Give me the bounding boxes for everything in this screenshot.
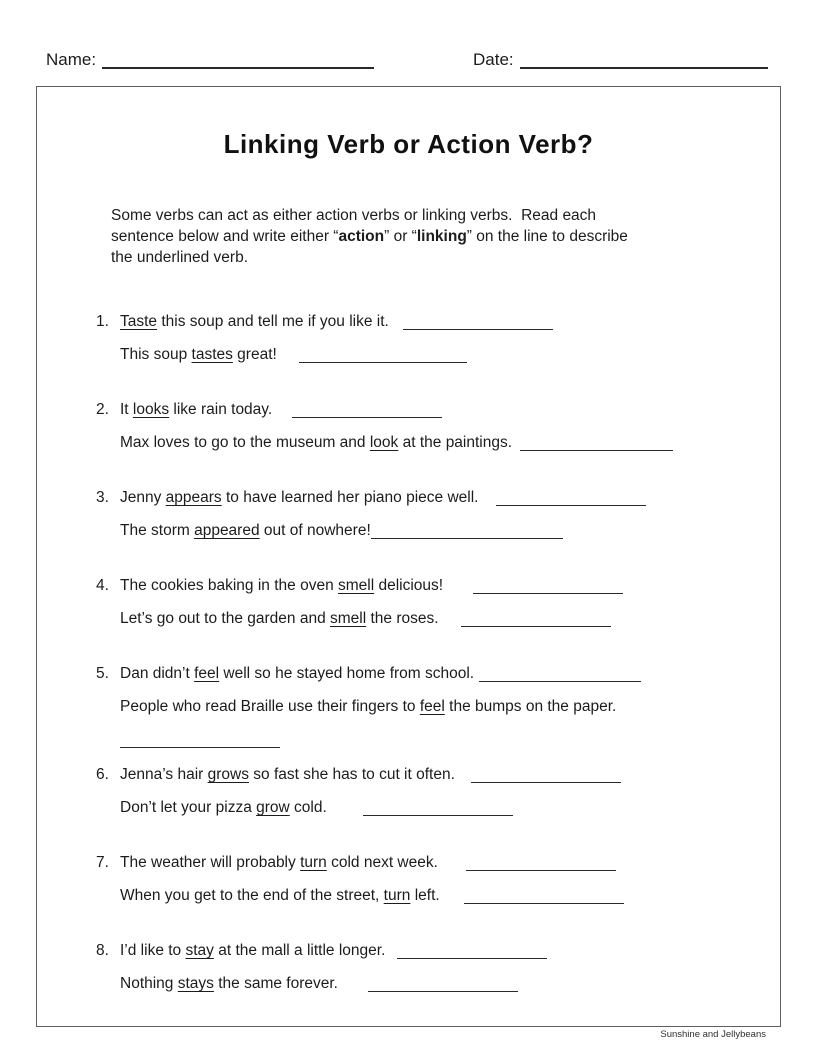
question-sentences [120,758,780,824]
underlined-verb: feel [194,665,220,682]
sentence-text: The storm [120,522,195,539]
underlined-verb: Taste [120,313,158,330]
sentence [120,967,780,1000]
underlined-verb: smell [330,610,367,627]
sentence-text: It [120,401,133,418]
answer-blank [363,811,513,816]
sentence-text: People who read Braille use their fingers to [120,698,420,715]
underlined-verb: grow [256,799,290,816]
worksheet-box [36,86,781,1027]
sentence [120,690,780,723]
instructions-line [111,226,740,247]
answer-blank [292,413,442,418]
sentence-text: delicious! [374,577,444,594]
sentence [120,305,780,338]
sentence-text: so fast she has to cut it often. [248,766,455,783]
answer-blank [466,866,616,871]
sentence-text: like rain today. [169,401,273,418]
sentence-text: great! [232,346,277,363]
underlined-verb: stays [177,975,214,992]
sentence [120,338,780,371]
sentence-text: at the mall a little longer. [213,942,386,959]
sentence-text: the underlined verb. [111,249,249,266]
sentence-text: the bumps on the paper. [444,698,617,715]
question-number: 6. [96,766,109,783]
question-number: 1. [96,313,109,330]
sentence-text: Jenna’s hair [120,766,208,783]
sentence-text: left. [410,887,440,904]
sentence-text: Jenny [120,489,166,506]
answer-blank [461,622,611,627]
question-item [96,393,780,459]
question-item [96,305,780,371]
name-label: Name: [46,50,97,69]
answer-blank [120,743,280,748]
instructions [111,205,740,268]
answer-blank [299,358,467,363]
underlined-verb: look [369,434,399,451]
underlined-verb: grows [207,766,249,783]
sentence-text: The weather will probably [120,854,301,871]
question-number: 3. [96,489,109,506]
answer-blank [403,325,553,330]
sentence-text: Don’t let your pizza [120,799,257,816]
underlined-verb: stay [185,942,214,959]
sentence-text: the roses. [366,610,439,627]
question-sentences [120,569,780,635]
question-sentences [120,657,780,756]
sentence-text: at the paintings. [398,434,513,451]
question-item [96,481,780,547]
question-sentences [120,934,780,1000]
sentence [120,393,780,426]
sentence [120,846,780,879]
worksheet-title: Linking Verb or Action Verb? [223,129,594,159]
sentence-text: Let’s go out to the garden and [120,610,330,627]
question-sentences [120,481,780,547]
question-item [96,569,780,635]
answer-blank [520,446,673,451]
answer-blank [471,778,621,783]
question-number: 4. [96,577,109,594]
sentence-text: Dan didn’t [120,665,195,682]
date-blank-line [520,64,768,69]
sentence [120,514,780,547]
date-field [473,50,768,70]
sentence-text: out of nowhere! [259,522,371,539]
question-number: 8. [96,942,109,959]
sentence-text: Max loves to go to the museum and [120,434,370,451]
sentence-text: The cookies baking in the oven [120,577,338,594]
question-number: 2. [96,401,109,418]
sentence-text: cold. [289,799,327,816]
instructions-line [111,247,740,268]
sentence-text: ” or “ [384,228,417,245]
sentence-text: Nothing [120,975,178,992]
underlined-verb: turn [383,887,411,904]
name-blank-line [102,64,374,69]
answer-blank [473,589,623,594]
question-item [96,758,780,824]
sentence [120,569,780,602]
underlined-verb: looks [132,401,170,418]
sentence [120,758,780,791]
sentence-text: to have learned her piano piece well. [221,489,479,506]
bold-keyword: linking [416,228,467,245]
sentence-text: Some verbs can act as either action verbs or linking verbs. Read each [111,207,597,224]
sentence-text: well so he stayed home from school. [219,665,475,682]
question-list [96,305,780,1000]
sentence-text: When you get to the end of the street, [120,887,384,904]
sentence-text: sentence below and write either “ [111,228,339,245]
bold-keyword: action [338,228,385,245]
sentence [120,481,780,514]
sentence-text: I’d like to [120,942,186,959]
answer-blank [496,501,646,506]
question-item [96,934,780,1000]
answer-blank [479,677,641,682]
question-sentences [120,846,780,912]
underlined-verb: smell [338,577,375,594]
question-item [96,846,780,912]
underlined-verb: appeared [194,522,260,539]
question-sentences [120,393,780,459]
answer-blank [368,987,518,992]
answer-blank [371,534,563,539]
answer-blank [464,899,624,904]
name-field [46,50,374,70]
instructions-line [111,205,740,226]
answer-blank [397,954,547,959]
question-sentences [120,305,780,371]
sentence [120,602,780,635]
sentence-text: the same forever. [213,975,338,992]
question-number: 7. [96,854,109,871]
sentence-text: This soup [120,346,192,363]
underlined-verb: tastes [191,346,233,363]
sentence [120,426,780,459]
footer-credit: Sunshine and Jellybeans [660,1029,766,1040]
sentence-text: this soup and tell me if you like it. [157,313,389,330]
underlined-verb: feel [419,698,445,715]
date-label: Date: [473,50,514,69]
sentence [120,657,780,690]
question-item [96,657,780,756]
sentence-text: cold next week. [326,854,438,871]
sentence [120,879,780,912]
sentence-text: ” on the line to describe [466,228,628,245]
sentence [120,934,780,967]
sentence [120,791,780,824]
question-number: 5. [96,665,109,682]
underlined-verb: turn [300,854,327,871]
underlined-verb: appears [165,489,222,506]
answer-blank-line [120,723,780,756]
